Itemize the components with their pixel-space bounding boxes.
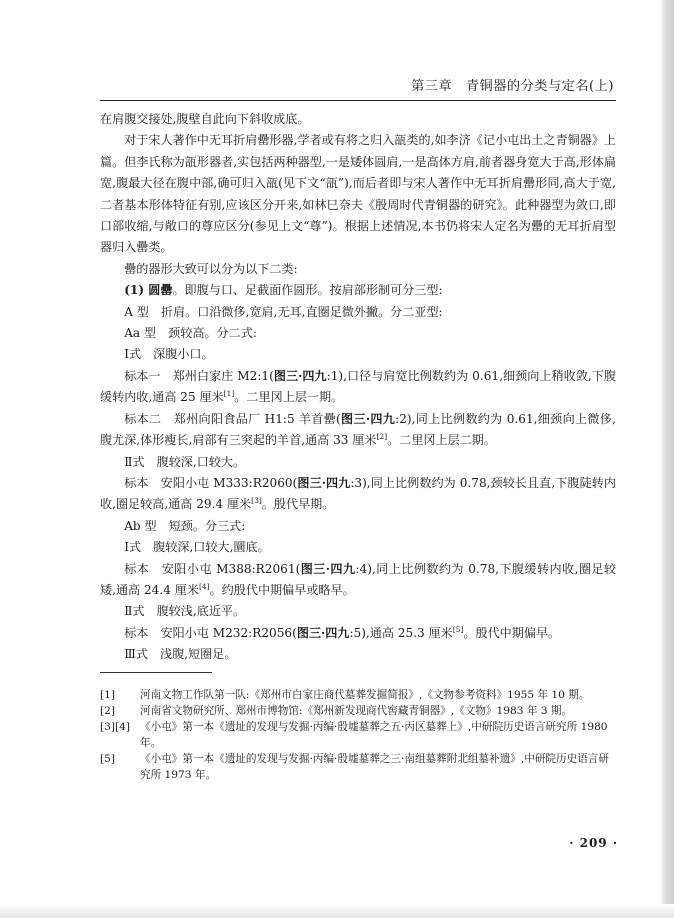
text-run: 罍的器形大致可以分为以下二类: <box>124 261 298 276</box>
text-run: 。二里冈上层二期。 <box>387 433 496 448</box>
running-header: 第三章 青铜器的分类与定名(上) <box>411 79 614 94</box>
footnote-ref: [5] <box>452 624 464 634</box>
footnote-ref: [4] <box>198 581 210 591</box>
text-run: 在肩腹交接处,腹壁自此向下斜收成底。 <box>100 112 310 126</box>
text-run: 标本一 郑州白家庄 M2:1( <box>124 368 274 383</box>
text-run: 。约殷代中期偏早或略早。 <box>209 582 355 597</box>
text-run: 。即腹与口、足截面作圆形。按肩部形制可分三型: <box>172 283 443 298</box>
paragraph <box>100 280 616 301</box>
paragraph <box>100 601 616 622</box>
scan-edge-right <box>660 0 674 918</box>
text-run: Ⅲ式 浅腹,短圈足。 <box>124 647 237 662</box>
footnote <box>100 703 616 719</box>
footnote-text: 河南文物工作队第一队:《郑州市白家庄商代墓葬发掘简报》,《文物参考资料》1955 年 10 期。 <box>140 688 590 701</box>
paragraph <box>100 409 616 452</box>
footnote-text: 《小屯》第一本《遗址的发现与发掘·丙编·殷墟墓葬之三·南组墓葬附北组墓补遗》,中研院历史语言研究所 1973 年。 <box>140 752 609 781</box>
paragraph <box>100 623 616 644</box>
paragraph <box>100 644 616 665</box>
text-run: 图三·四九 <box>297 475 351 490</box>
footnote-ref: [2] <box>376 432 388 442</box>
text-run: :3),同上比例数约为 0.78,颈较长且直,下腹陡转内收,圈足较高,通高 29.4 厘米 <box>100 475 616 512</box>
footnote-rule <box>100 672 212 673</box>
text-run: 图三·四九 <box>296 625 350 640</box>
footnote-mark: [5] <box>100 752 116 765</box>
text-run: Ⅰ式 深腹小口。 <box>124 347 214 362</box>
text-run: :4),同上比例数约为 0.78,下腹缓转内收,圈足较矮,通高 24.4 厘米 <box>100 561 616 597</box>
paragraph <box>100 473 616 516</box>
paragraph <box>100 516 616 537</box>
text-run: Aa 型 颈较高。分二式: <box>124 326 257 341</box>
paragraph <box>100 302 616 323</box>
paragraph <box>100 344 616 365</box>
footnote <box>100 751 616 783</box>
body-text <box>100 109 616 666</box>
paragraph <box>100 366 616 409</box>
paragraph <box>100 537 616 558</box>
text-run: :1),口径与肩宽比例数约为 0.61,细颈向上稍收敛,下腹缓转内收,通高 25 厘米 <box>100 368 616 405</box>
paragraph <box>100 559 616 602</box>
footnote-text: 河南省文物研究所、郑州市博物馆:《郑州新发现商代窖藏青铜器》,《文物》1983 年 3 期。 <box>140 704 573 717</box>
paragraph <box>100 259 616 280</box>
footnote-mark: [2] <box>100 704 116 717</box>
text-run: 。殷代中期偏早。 <box>463 625 561 640</box>
paragraph <box>100 323 616 344</box>
footnotes <box>100 687 616 783</box>
paragraph <box>100 452 616 473</box>
text-run: :5),通高 25.3 厘米 <box>349 625 453 640</box>
header-rule <box>100 100 616 101</box>
footnote-mark: [1] <box>100 688 116 701</box>
footnote-text: 《小屯》第一本《遗址的发现与发掘·丙编·殷墟墓葬之五·丙区墓葬上》,中研院历史语言研究所 1980 年。 <box>140 720 608 749</box>
text-run: (1) 圆罍 <box>124 283 173 298</box>
footnote <box>100 719 616 751</box>
text-run: 标本二 郑州向阳食品厂 H1:5 羊首罍( <box>124 411 341 426</box>
footnote-mark: [3][4] <box>100 720 131 733</box>
text-run: 标本 安阳小屯 M232:R2056( <box>124 625 297 640</box>
text-run: 标本 安阳小屯 M333:R2060( <box>124 475 298 490</box>
scan-edge-bottom <box>0 904 674 918</box>
paragraph <box>100 109 616 130</box>
text-run: 图三·四九 <box>300 561 356 576</box>
text-run: :2),同上比例数约为 0.61,细颈向上微侈,腹尤深,体形瘦长,肩部有三突起的羊首,通高 33 厘米 <box>100 411 616 448</box>
text-run: 。二里冈上层一期。 <box>234 390 344 405</box>
text-run: Ⅱ式 腹较浅,底近平。 <box>124 604 246 619</box>
book-page <box>100 76 616 783</box>
text-run: 图三·四九 <box>273 368 327 383</box>
text-run: 。殷代早期。 <box>261 497 335 512</box>
text-run: Ab 型 短颈。分三式: <box>124 518 246 533</box>
page-number: · 209 · <box>569 836 618 850</box>
text-run: 对于宋人著作中无耳折肩罍形器,学者或有将之归入瓿类的,如李济《记小屯出土之青铜器》上篇。但李氏称为瓿形器者,实包括两种器型,一是矮体圆肩,一是高体方肩,前者器身宽大于高,形体扁宽,腹最大径在腹中部,确可归入瓿(见下文“瓿”),而后者即与宋人著作中无耳折肩罍形同,高大于宽,二者基本形体特征有别,应该区分开来,如林巳奈夫《殷周时代青铜器的研究》。此种器型为敛口,即口部收缩,与敞口的尊应区分(参见上文“尊”)。根据上述情况,本书仍将宋人定名为罍的无耳折肩型器归入罍类。 <box>100 133 616 255</box>
text-run: A 型 折肩。口沿微侈,宽肩,无耳,直圈足微外撇。分二亚型: <box>124 304 443 319</box>
text-run: Ⅰ式 腹较深,口较大,圜底。 <box>124 540 270 555</box>
footnote <box>100 687 616 703</box>
footnote-ref: [3] <box>251 496 262 506</box>
footnote-ref: [1] <box>223 389 235 399</box>
text-run: 标本 安阳小屯 M388:R2061( <box>124 561 301 576</box>
text-run: Ⅱ式 腹较深,口较大。 <box>124 454 246 469</box>
paragraph <box>100 130 616 258</box>
text-run: 图三·四九 <box>340 411 396 426</box>
